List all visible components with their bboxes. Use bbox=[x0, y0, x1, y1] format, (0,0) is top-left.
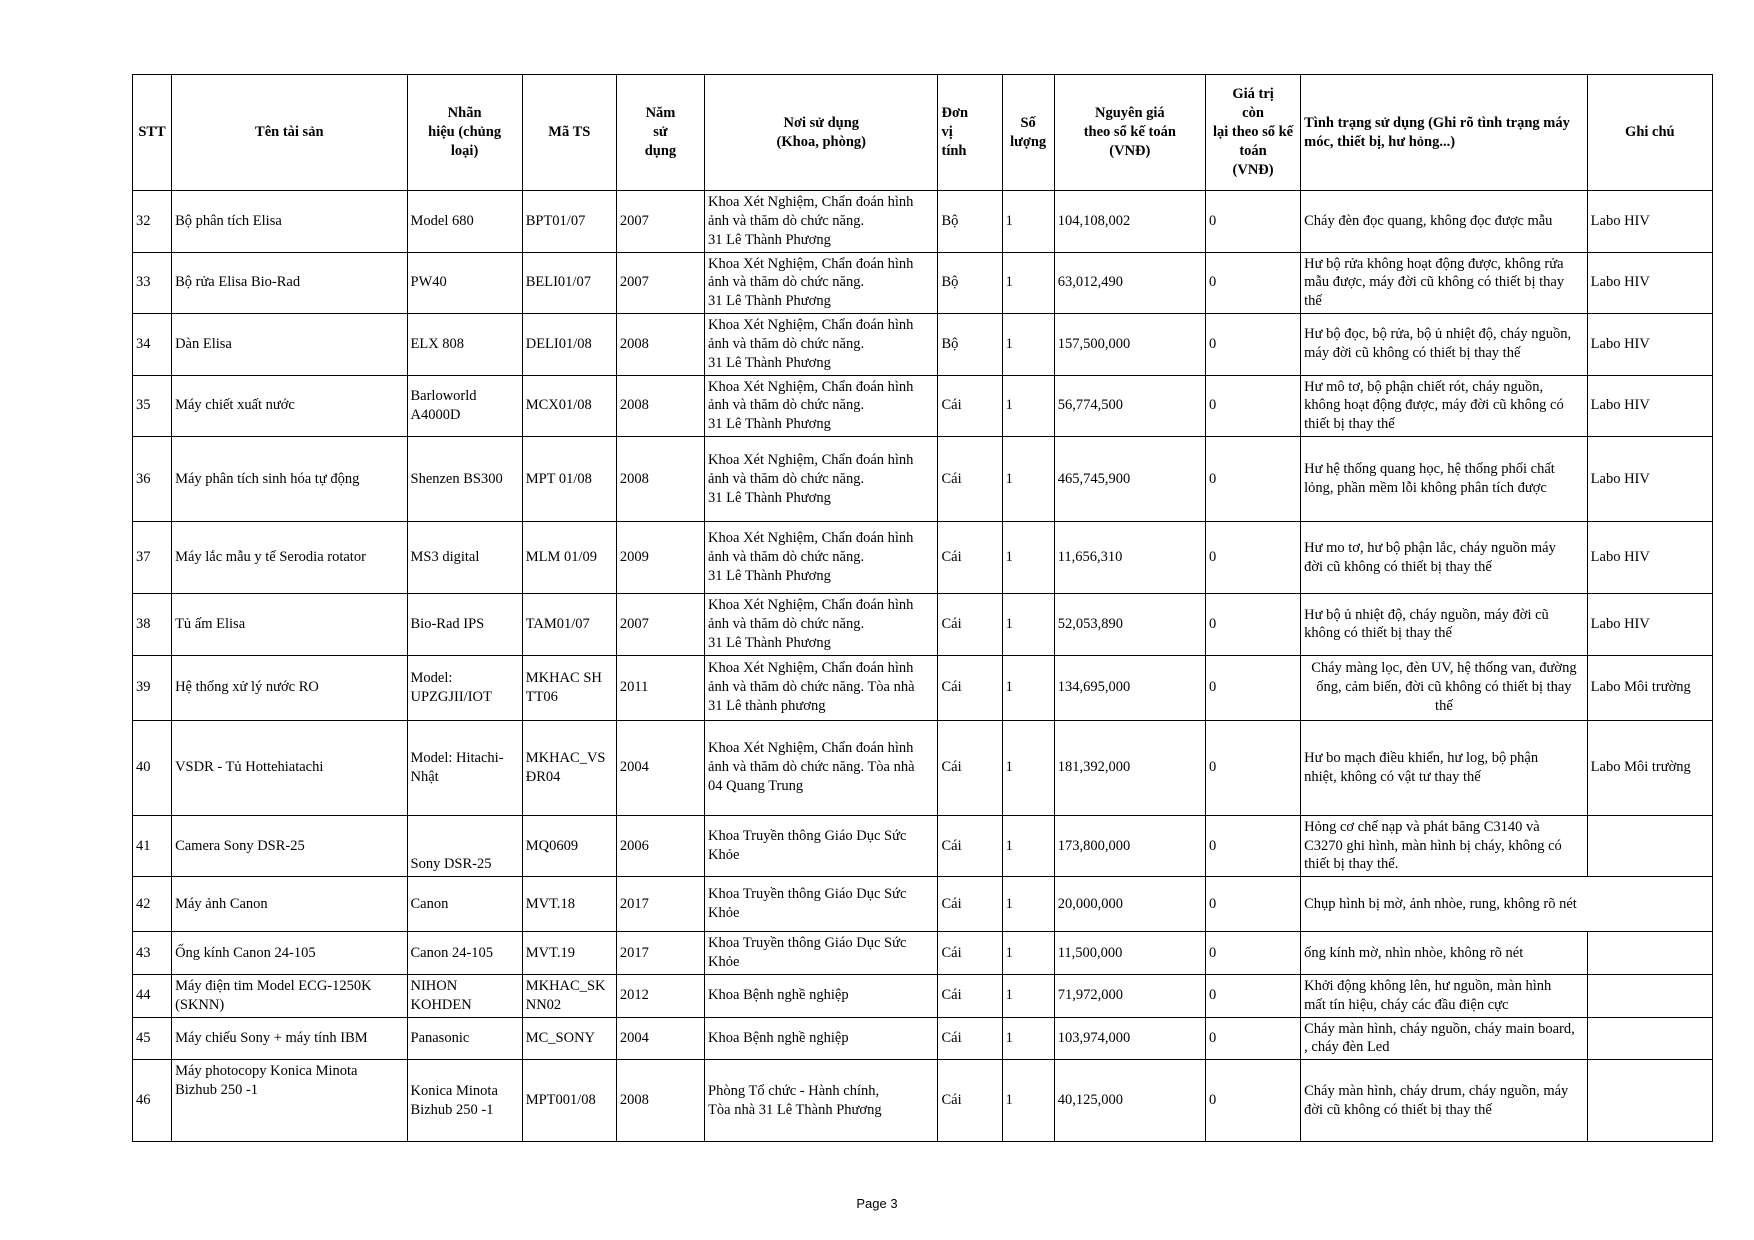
cell-name: Máy lắc mẫu y tế Serodia rotator bbox=[172, 522, 407, 594]
cell-note: Labo HIV bbox=[1587, 522, 1712, 594]
cell-cost: 52,053,890 bbox=[1054, 594, 1205, 656]
header-code: Mã TS bbox=[522, 75, 616, 191]
cell-unit: Cái bbox=[938, 375, 1002, 437]
cell-residual: 0 bbox=[1205, 720, 1300, 815]
cell-residual: 0 bbox=[1205, 1017, 1300, 1060]
cell-year: 2011 bbox=[616, 655, 704, 720]
cell-code: MPT 01/08 bbox=[522, 437, 616, 522]
cell-status: Chụp hình bị mờ, ảnh nhòe, rung, không rõ nét bbox=[1301, 877, 1713, 932]
cell-place: Khoa Truyền thông Giáo Dục Sức Khỏe bbox=[705, 877, 938, 932]
cell-stt: 36 bbox=[133, 437, 172, 522]
cell-stt: 43 bbox=[133, 932, 172, 975]
cell-qty: 1 bbox=[1002, 375, 1054, 437]
cell-cost: 157,500,000 bbox=[1054, 314, 1205, 376]
cell-stt: 41 bbox=[133, 815, 172, 877]
cell-qty: 1 bbox=[1002, 932, 1054, 975]
cell-qty: 1 bbox=[1002, 720, 1054, 815]
cell-place: Khoa Bệnh nghề nghiệp bbox=[705, 1017, 938, 1060]
cell-year: 2008 bbox=[616, 1060, 704, 1142]
cell-place: Phòng Tổ chức - Hành chính, Tòa nhà 31 Lê Thành Phương bbox=[705, 1060, 938, 1142]
cell-name: Ống kính Canon 24-105 bbox=[172, 932, 407, 975]
cell-residual: 0 bbox=[1205, 1060, 1300, 1142]
table-row bbox=[133, 815, 1713, 877]
cell-cost: 103,974,000 bbox=[1054, 1017, 1205, 1060]
table-row bbox=[133, 594, 1713, 656]
table-row bbox=[133, 437, 1713, 522]
cell-cost: 181,392,000 bbox=[1054, 720, 1205, 815]
page-number: Page 3 bbox=[856, 1196, 898, 1211]
table-row bbox=[133, 720, 1713, 815]
cell-qty: 1 bbox=[1002, 314, 1054, 376]
cell-qty: 1 bbox=[1002, 594, 1054, 656]
cell-place: Khoa Bệnh nghề nghiệp bbox=[705, 974, 938, 1017]
table-row bbox=[133, 932, 1713, 975]
cell-unit: Cái bbox=[938, 815, 1002, 877]
cell-status: Cháy màng lọc, đèn UV, hệ thống van, đường ống, cảm biến, đời cũ không có thiết bị thay thế bbox=[1301, 655, 1588, 720]
cell-qty: 1 bbox=[1002, 191, 1054, 253]
cell-place: Khoa Xét Nghiệm, Chẩn đoán hình ảnh và thăm dò chức năng. Tòa nhà 04 Quang Trung bbox=[705, 720, 938, 815]
cell-year: 2007 bbox=[616, 594, 704, 656]
cell-residual: 0 bbox=[1205, 932, 1300, 975]
table-row bbox=[133, 1017, 1713, 1060]
header-brand: Nhãn hiệu (chủng loại) bbox=[407, 75, 522, 191]
cell-stt: 44 bbox=[133, 974, 172, 1017]
header-place: Nơi sử dụng (Khoa, phòng) bbox=[705, 75, 938, 191]
cell-unit: Bộ bbox=[938, 252, 1002, 314]
cell-note: Labo HIV bbox=[1587, 375, 1712, 437]
cell-code: MLM 01/09 bbox=[522, 522, 616, 594]
cell-brand: Bio-Rad IPS bbox=[407, 594, 522, 656]
cell-stt: 45 bbox=[133, 1017, 172, 1060]
cell-status: Hư hệ thống quang học, hệ thống phối chất lỏng, phần mềm lỗi không phân tích được bbox=[1301, 437, 1588, 522]
cell-cost: 134,695,000 bbox=[1054, 655, 1205, 720]
cell-name: Máy điện tim Model ECG-1250K (SKNN) bbox=[172, 974, 407, 1017]
cell-stt: 33 bbox=[133, 252, 172, 314]
table-row bbox=[133, 655, 1713, 720]
cell-qty: 1 bbox=[1002, 877, 1054, 932]
cell-name: Dàn Elisa bbox=[172, 314, 407, 376]
header-year: Năm sử dụng bbox=[616, 75, 704, 191]
cell-brand: NIHON KOHDEN bbox=[407, 974, 522, 1017]
cell-stt: 34 bbox=[133, 314, 172, 376]
cell-year: 2007 bbox=[616, 191, 704, 253]
cell-brand: Model: UPZGJII/IOT bbox=[407, 655, 522, 720]
header-cost: Nguyên giá theo sổ kế toán (VNĐ) bbox=[1054, 75, 1205, 191]
cell-stt: 37 bbox=[133, 522, 172, 594]
cell-year: 2009 bbox=[616, 522, 704, 594]
cell-residual: 0 bbox=[1205, 437, 1300, 522]
cell-place: Khoa Xét Nghiệm, Chẩn đoán hình ảnh và thăm dò chức năng. 31 Lê Thành Phương bbox=[705, 191, 938, 253]
cell-brand: Model 680 bbox=[407, 191, 522, 253]
cell-status: Cháy đèn đọc quang, không đọc được mẫu bbox=[1301, 191, 1588, 253]
cell-note: Labo Môi trường bbox=[1587, 655, 1712, 720]
table-row bbox=[133, 191, 1713, 253]
cell-year: 2006 bbox=[616, 815, 704, 877]
cell-residual: 0 bbox=[1205, 314, 1300, 376]
cell-note: Labo HIV bbox=[1587, 437, 1712, 522]
cell-residual: 0 bbox=[1205, 815, 1300, 877]
cell-unit: Cái bbox=[938, 437, 1002, 522]
cell-note: Labo Môi trường bbox=[1587, 720, 1712, 815]
cell-brand: Canon bbox=[407, 877, 522, 932]
cell-qty: 1 bbox=[1002, 437, 1054, 522]
cell-name: Camera Sony DSR-25 bbox=[172, 815, 407, 877]
cell-status: Hư bo mạch điều khiển, hư log, bộ phận nhiệt, không có vật tư thay thế bbox=[1301, 720, 1588, 815]
cell-place: Khoa Xét Nghiệm, Chẩn đoán hình ảnh và thăm dò chức năng. 31 Lê Thành Phương bbox=[705, 314, 938, 376]
cell-qty: 1 bbox=[1002, 522, 1054, 594]
cell-year: 2012 bbox=[616, 974, 704, 1017]
table-row bbox=[133, 375, 1713, 437]
cell-name: Bộ rửa Elisa Bio-Rad bbox=[172, 252, 407, 314]
cell-code: DELI01/08 bbox=[522, 314, 616, 376]
header-status: Tình trạng sử dụng (Ghi rõ tình trạng máy móc, thiết bị, hư hỏng...) bbox=[1301, 75, 1588, 191]
cell-status: Hư bộ ủ nhiệt độ, cháy nguồn, máy đời cũ không có thiết bị thay thế bbox=[1301, 594, 1588, 656]
cell-name: Bộ phân tích Elisa bbox=[172, 191, 407, 253]
cell-unit: Cái bbox=[938, 594, 1002, 656]
header-qty: Số lượng bbox=[1002, 75, 1054, 191]
cell-note: Labo HIV bbox=[1587, 594, 1712, 656]
cell-cost: 56,774,500 bbox=[1054, 375, 1205, 437]
cell-qty: 1 bbox=[1002, 1060, 1054, 1142]
cell-brand: ELX 808 bbox=[407, 314, 522, 376]
cell-cost: 173,800,000 bbox=[1054, 815, 1205, 877]
cell-code: TAM01/07 bbox=[522, 594, 616, 656]
cell-cost: 465,745,900 bbox=[1054, 437, 1205, 522]
cell-brand: Canon 24-105 bbox=[407, 932, 522, 975]
cell-brand: Konica Minota Bizhub 250 -1 bbox=[407, 1060, 522, 1142]
cell-name: Tủ ấm Elisa bbox=[172, 594, 407, 656]
cell-brand: MS3 digital bbox=[407, 522, 522, 594]
cell-cost: 40,125,000 bbox=[1054, 1060, 1205, 1142]
cell-code: MKHAC_VS ĐR04 bbox=[522, 720, 616, 815]
cell-residual: 0 bbox=[1205, 877, 1300, 932]
cell-code: MKHAC SH TT06 bbox=[522, 655, 616, 720]
cell-unit: Cái bbox=[938, 877, 1002, 932]
cell-brand: Shenzen BS300 bbox=[407, 437, 522, 522]
cell-residual: 0 bbox=[1205, 252, 1300, 314]
cell-code: MCX01/08 bbox=[522, 375, 616, 437]
cell-name: Máy chiếu Sony + máy tính IBM bbox=[172, 1017, 407, 1060]
cell-brand: Barloworld A4000D bbox=[407, 375, 522, 437]
cell-unit: Cái bbox=[938, 720, 1002, 815]
cell-year: 2004 bbox=[616, 1017, 704, 1060]
cell-unit: Cái bbox=[938, 655, 1002, 720]
cell-name: VSDR - Tủ Hottehiatachi bbox=[172, 720, 407, 815]
cell-cost: 71,972,000 bbox=[1054, 974, 1205, 1017]
cell-stt: 42 bbox=[133, 877, 172, 932]
cell-qty: 1 bbox=[1002, 252, 1054, 314]
cell-residual: 0 bbox=[1205, 522, 1300, 594]
cell-unit: Cái bbox=[938, 522, 1002, 594]
cell-status: Cháy màn hình, cháy nguồn, cháy main board, , cháy đèn Led bbox=[1301, 1017, 1588, 1060]
cell-year: 2008 bbox=[616, 437, 704, 522]
cell-note bbox=[1587, 1017, 1712, 1060]
table-row bbox=[133, 1060, 1713, 1142]
table-row bbox=[133, 314, 1713, 376]
cell-code: MQ0609 bbox=[522, 815, 616, 877]
cell-qty: 1 bbox=[1002, 655, 1054, 720]
cell-note: Labo HIV bbox=[1587, 252, 1712, 314]
cell-year: 2008 bbox=[616, 314, 704, 376]
cell-cost: 63,012,490 bbox=[1054, 252, 1205, 314]
cell-year: 2007 bbox=[616, 252, 704, 314]
cell-code: MKHAC_SK NN02 bbox=[522, 974, 616, 1017]
table-row bbox=[133, 974, 1713, 1017]
cell-code: BPT01/07 bbox=[522, 191, 616, 253]
cell-status: Cháy màn hình, cháy drum, cháy nguồn, máy đời cũ không có thiết bị thay thế bbox=[1301, 1060, 1588, 1142]
cell-residual: 0 bbox=[1205, 191, 1300, 253]
cell-unit: Bộ bbox=[938, 314, 1002, 376]
header-residual: Giá trị còn lại theo sổ kế toán (VNĐ) bbox=[1205, 75, 1300, 191]
cell-status: ống kính mờ, nhìn nhòe, không rõ nét bbox=[1301, 932, 1588, 975]
cell-cost: 20,000,000 bbox=[1054, 877, 1205, 932]
cell-place: Khoa Xét Nghiệm, Chẩn đoán hình ảnh và thăm dò chức năng. 31 Lê Thành Phương bbox=[705, 594, 938, 656]
cell-status: Hư mô tơ, bộ phận chiết rót, cháy nguồn, không hoạt động được, máy đời cũ không có thiết bị thay thế bbox=[1301, 375, 1588, 437]
cell-brand: Sony DSR-25 bbox=[407, 815, 522, 877]
header-row bbox=[133, 75, 1713, 191]
cell-place: Khoa Xét Nghiệm, Chẩn đoán hình ảnh và thăm dò chức năng. 31 Lê Thành Phương bbox=[705, 375, 938, 437]
cell-residual: 0 bbox=[1205, 655, 1300, 720]
cell-code: MVT.19 bbox=[522, 932, 616, 975]
cell-note bbox=[1587, 1060, 1712, 1142]
cell-status: Khởi động không lên, hư nguồn, màn hình mất tín hiệu, cháy các đầu điện cực bbox=[1301, 974, 1588, 1017]
cell-note bbox=[1587, 815, 1712, 877]
cell-cost: 11,500,000 bbox=[1054, 932, 1205, 975]
cell-year: 2004 bbox=[616, 720, 704, 815]
cell-year: 2017 bbox=[616, 932, 704, 975]
header-note: Ghi chú bbox=[1587, 75, 1712, 191]
table-row bbox=[133, 522, 1713, 594]
cell-cost: 104,108,002 bbox=[1054, 191, 1205, 253]
cell-unit: Cái bbox=[938, 932, 1002, 975]
cell-year: 2008 bbox=[616, 375, 704, 437]
cell-unit: Bộ bbox=[938, 191, 1002, 253]
cell-unit: Cái bbox=[938, 974, 1002, 1017]
cell-residual: 0 bbox=[1205, 974, 1300, 1017]
cell-qty: 1 bbox=[1002, 1017, 1054, 1060]
cell-stt: 38 bbox=[133, 594, 172, 656]
cell-brand: Model: Hitachi- Nhật bbox=[407, 720, 522, 815]
cell-code: MPT001/08 bbox=[522, 1060, 616, 1142]
cell-note: Labo HIV bbox=[1587, 191, 1712, 253]
cell-stt: 46 bbox=[133, 1060, 172, 1142]
cell-name: Hệ thống xử lý nước RO bbox=[172, 655, 407, 720]
cell-unit: Cái bbox=[938, 1060, 1002, 1142]
header-stt: STT bbox=[133, 75, 172, 191]
cell-note: Labo HIV bbox=[1587, 314, 1712, 376]
cell-brand: PW40 bbox=[407, 252, 522, 314]
cell-status: Hỏng cơ chế nạp và phát băng C3140 và C3270 ghi hình, màn hình bị cháy, không có thiết bị thay thế. bbox=[1301, 815, 1588, 877]
cell-stt: 35 bbox=[133, 375, 172, 437]
cell-stt: 32 bbox=[133, 191, 172, 253]
cell-name: Máy photocopy Konica Minota Bizhub 250 -1 bbox=[172, 1060, 407, 1142]
table-row bbox=[133, 877, 1713, 932]
cell-place: Khoa Xét Nghiệm, Chẩn đoán hình ảnh và thăm dò chức năng. 31 Lê Thành Phương bbox=[705, 522, 938, 594]
cell-residual: 0 bbox=[1205, 375, 1300, 437]
cell-place: Khoa Xét Nghiệm, Chẩn đoán hình ảnh và thăm dò chức năng. Tòa nhà 31 Lê thành phương bbox=[705, 655, 938, 720]
cell-note bbox=[1587, 932, 1712, 975]
cell-status: Hư bộ rửa không hoạt động được, không rửa mẫu được, máy đời cũ không có thiết bị thay thế bbox=[1301, 252, 1588, 314]
cell-name: Máy phân tích sinh hóa tự động bbox=[172, 437, 407, 522]
cell-unit: Cái bbox=[938, 1017, 1002, 1060]
cell-place: Khoa Xét Nghiệm, Chẩn đoán hình ảnh và thăm dò chức năng. 31 Lê Thành Phương bbox=[705, 252, 938, 314]
cell-place: Khoa Truyền thông Giáo Dục Sức Khỏe bbox=[705, 932, 938, 975]
cell-name: Máy ảnh Canon bbox=[172, 877, 407, 932]
header-name: Tên tài sản bbox=[172, 75, 407, 191]
cell-note bbox=[1587, 974, 1712, 1017]
cell-code: MC_SONY bbox=[522, 1017, 616, 1060]
cell-name: Máy chiết xuất nước bbox=[172, 375, 407, 437]
cell-code: MVT.18 bbox=[522, 877, 616, 932]
cell-year: 2017 bbox=[616, 877, 704, 932]
cell-status: Hư mo tơ, hư bộ phận lắc, cháy nguồn máy đời cũ không có thiết bị thay thế bbox=[1301, 522, 1588, 594]
cell-qty: 1 bbox=[1002, 974, 1054, 1017]
cell-qty: 1 bbox=[1002, 815, 1054, 877]
header-unit: Đơn vị tính bbox=[938, 75, 1002, 191]
cell-code: BELI01/07 bbox=[522, 252, 616, 314]
cell-place: Khoa Truyền thông Giáo Dục Sức Khỏe bbox=[705, 815, 938, 877]
cell-brand: Panasonic bbox=[407, 1017, 522, 1060]
asset-table bbox=[132, 74, 1713, 1142]
cell-stt: 39 bbox=[133, 655, 172, 720]
cell-place: Khoa Xét Nghiệm, Chẩn đoán hình ảnh và thăm dò chức năng. 31 Lê Thành Phương bbox=[705, 437, 938, 522]
cell-stt: 40 bbox=[133, 720, 172, 815]
cell-cost: 11,656,310 bbox=[1054, 522, 1205, 594]
table-row bbox=[133, 252, 1713, 314]
table-body bbox=[133, 191, 1713, 1142]
cell-residual: 0 bbox=[1205, 594, 1300, 656]
cell-status: Hư bộ đọc, bộ rửa, bộ ủ nhiệt độ, cháy nguồn, máy đời cũ không có thiết bị thay thế bbox=[1301, 314, 1588, 376]
